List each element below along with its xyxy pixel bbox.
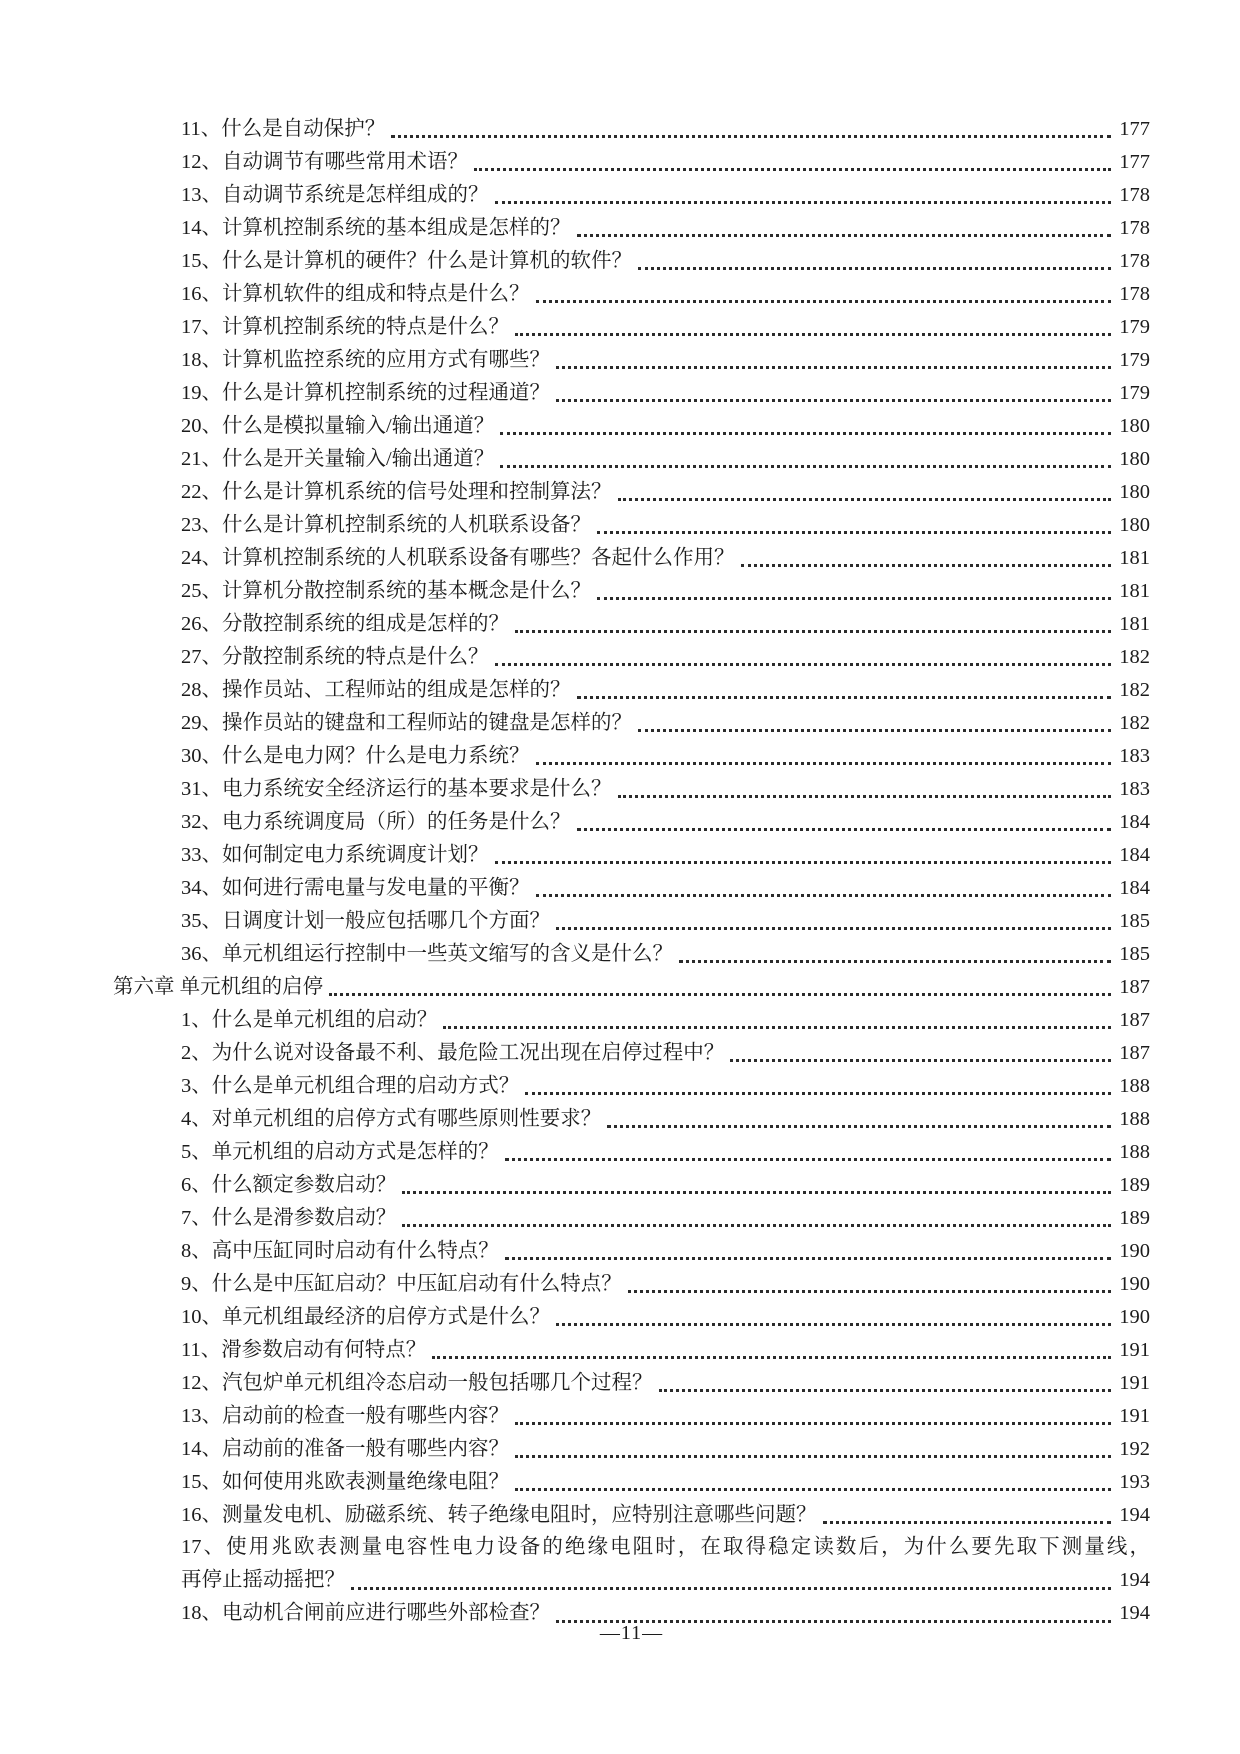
toc-entry-label: 26、分散控制系统的组成是怎样的？ <box>181 612 509 635</box>
dot-leader <box>577 234 1112 237</box>
dot-leader <box>823 1521 1112 1524</box>
toc-entry-label: 10、单元机组最经济的启停方式是什么？ <box>181 1305 550 1328</box>
toc-entry[interactable] <box>113 739 1150 772</box>
toc-entry-page: 183 <box>1119 777 1150 800</box>
toc-entry-label: 20、什么是模拟量输入/输出通道？ <box>181 414 495 437</box>
dot-leader <box>495 861 1112 864</box>
toc-entry-label: 9、什么是中压缸启动？中压缸启动有什么特点？ <box>181 1272 622 1295</box>
toc-entry-label: 18、电动机合闸前应进行哪些外部检查？ <box>181 1602 550 1624</box>
toc-entry-page: 190 <box>1119 1239 1150 1262</box>
toc-entry-label: 7、什么是滑参数启动？ <box>181 1206 397 1229</box>
dot-leader <box>638 729 1111 732</box>
dot-leader <box>536 300 1112 303</box>
toc-entry-label-continuation: 再停止摇动摇把？ <box>181 1569 345 1591</box>
toc-entry-label: 32、电力系统调度局（所）的任务是什么？ <box>181 810 571 833</box>
dot-leader <box>515 1422 1111 1425</box>
toc-entry[interactable] <box>113 673 1150 706</box>
toc-entry-label: 12、自动调节有哪些常用术语？ <box>181 150 468 173</box>
toc-entry-label: 16、计算机软件的组成和特点是什么？ <box>181 282 530 305</box>
toc-entry-page: 182 <box>1119 678 1150 701</box>
toc-entry-page: 181 <box>1119 612 1150 635</box>
toc-entry[interactable] <box>113 1135 1150 1168</box>
toc-entry[interactable] <box>113 1003 1150 1036</box>
toc-entry-label: 17、使用兆欧表测量电容性电力设备的绝缘电阻时，在取得稳定读数后，为什么要先取下测量线， <box>181 1536 1150 1558</box>
toc-entry[interactable] <box>113 1399 1150 1432</box>
toc-entry-label: 4、对单元机组的启停方式有哪些原则性要求？ <box>181 1107 602 1130</box>
toc-entry[interactable] <box>113 1465 1150 1498</box>
toc-entry-page: 182 <box>1119 711 1150 734</box>
toc-entry-page: 187 <box>1119 1041 1150 1064</box>
toc-entry[interactable] <box>113 1168 1150 1201</box>
dot-leader <box>402 1191 1111 1194</box>
dot-leader <box>495 201 1112 204</box>
toc-entry[interactable] <box>113 475 1150 508</box>
toc-entry-label: 11、什么是自动保护？ <box>181 117 386 140</box>
dot-leader <box>515 1488 1111 1491</box>
toc-entry-label: 22、什么是计算机系统的信号处理和控制算法？ <box>181 480 612 503</box>
dot-leader <box>597 597 1111 600</box>
toc-entry-label: 15、什么是计算机的硬件？什么是计算机的软件？ <box>181 249 632 272</box>
dot-leader <box>505 1257 1111 1260</box>
dot-leader <box>443 1026 1111 1029</box>
toc-entry[interactable] <box>113 310 1150 343</box>
toc-entry-label: 2、为什么说对设备最不利、最危险工况出现在启停过程中？ <box>181 1041 725 1064</box>
dot-leader <box>536 762 1112 765</box>
toc-entry-page: 189 <box>1119 1173 1150 1196</box>
toc-entry-label: 28、操作员站、工程师站的组成是怎样的？ <box>181 678 571 701</box>
toc-entry[interactable] <box>113 1201 1150 1234</box>
toc-entry-label: 13、启动前的检查一般有哪些内容？ <box>181 1404 509 1427</box>
toc-entry-label: 16、测量发电机、励磁系统、转子绝缘电阻时，应特别注意哪些问题？ <box>181 1503 817 1526</box>
toc-entry[interactable] <box>113 1498 1150 1531</box>
toc-entry[interactable] <box>113 244 1150 277</box>
toc-entry[interactable] <box>113 1069 1150 1102</box>
toc-entry-page: 185 <box>1119 909 1150 932</box>
toc-entry-label: 21、什么是开关量输入/输出通道？ <box>181 447 495 470</box>
toc-entry-label: 13、自动调节系统是怎样组成的？ <box>181 183 489 206</box>
dot-leader <box>577 696 1112 699</box>
toc-entry-page: 180 <box>1119 480 1150 503</box>
toc-entry[interactable] <box>113 871 1150 904</box>
toc-entry[interactable] <box>113 541 1150 574</box>
toc-entry[interactable] <box>113 1333 1150 1366</box>
toc-entry-label: 14、计算机控制系统的基本组成是怎样的？ <box>181 216 571 239</box>
toc-entry[interactable] <box>113 343 1150 376</box>
toc-entry-page: 178 <box>1119 216 1150 239</box>
toc-entry-label: 11、滑参数启动有何特点？ <box>181 1338 427 1361</box>
toc-entry-page: 180 <box>1119 447 1150 470</box>
toc-entry-label: 6、什么额定参数启动？ <box>181 1173 397 1196</box>
dot-leader <box>515 1455 1111 1458</box>
toc-entry-page: 189 <box>1119 1206 1150 1229</box>
dot-leader <box>536 894 1112 897</box>
toc-entry-page: 194 <box>1119 1503 1150 1526</box>
toc-entry[interactable] <box>113 1366 1150 1399</box>
toc-entry[interactable] <box>113 904 1150 937</box>
toc-entry-label: 14、启动前的准备一般有哪些内容？ <box>181 1437 509 1460</box>
toc-entry-label: 29、操作员站的键盘和工程师站的键盘是怎样的？ <box>181 711 632 734</box>
toc-entry-label: 34、如何进行需电量与发电量的平衡？ <box>181 876 530 899</box>
toc-entry-label: 24、计算机控制系统的人机联系设备有哪些？各起什么作用？ <box>181 546 735 569</box>
dot-leader <box>730 1059 1111 1062</box>
page-number-footer: —11— <box>599 1622 664 1644</box>
toc-entry-label: 23、什么是计算机控制系统的人机联系设备？ <box>181 513 591 536</box>
dot-leader <box>402 1224 1111 1227</box>
toc-entry-page: 188 <box>1119 1074 1150 1097</box>
toc-entry-label: 8、高中压缸同时启动有什么特点？ <box>181 1239 499 1262</box>
toc-entry[interactable] <box>113 178 1150 211</box>
toc-entry-page: 194 <box>1119 1569 1150 1591</box>
toc-entry[interactable] <box>113 1432 1150 1465</box>
toc-entry-label: 19、什么是计算机控制系统的过程通道？ <box>181 381 550 404</box>
toc-entry-label: 17、计算机控制系统的特点是什么？ <box>181 315 509 338</box>
toc-entry-page: 188 <box>1119 1140 1150 1163</box>
toc-entry-page: 190 <box>1119 1272 1150 1295</box>
toc-entry[interactable] <box>113 607 1150 640</box>
toc-entry-page: 179 <box>1119 315 1150 338</box>
toc-entry-page: 180 <box>1119 513 1150 536</box>
dot-leader <box>628 1290 1111 1293</box>
toc-entry-label: 第六章 单元机组的启停 <box>113 975 324 998</box>
toc-entry-page: 185 <box>1119 942 1150 965</box>
dot-leader <box>329 993 1111 996</box>
toc-entry-page: 187 <box>1119 1008 1150 1031</box>
dot-leader <box>577 828 1112 831</box>
toc-entry[interactable] <box>113 508 1150 541</box>
dot-leader <box>351 1587 1111 1590</box>
toc-chapter-entry[interactable] <box>113 970 1150 1003</box>
dot-leader <box>679 960 1111 963</box>
toc-entry-page: 178 <box>1119 183 1150 206</box>
toc-entry-page: 177 <box>1119 150 1150 173</box>
toc-entry[interactable] <box>113 442 1150 475</box>
toc-entry[interactable] <box>113 1102 1150 1135</box>
toc-entry[interactable] <box>113 211 1150 244</box>
toc-entry-label: 30、什么是电力网？什么是电力系统？ <box>181 744 530 767</box>
toc-entry[interactable] <box>113 1267 1150 1300</box>
toc-entry-page: 184 <box>1119 876 1150 899</box>
dot-leader <box>659 1389 1112 1392</box>
toc-entry[interactable] <box>113 1300 1150 1333</box>
dot-leader <box>556 399 1111 402</box>
toc-entry[interactable] <box>113 574 1150 607</box>
toc-entry-label: 33、如何制定电力系统调度计划？ <box>181 843 489 866</box>
dot-leader <box>525 1092 1111 1095</box>
toc-entry[interactable] <box>113 112 1150 145</box>
dot-leader <box>607 1125 1111 1128</box>
toc-entry-label: 1、什么是单元机组的启动？ <box>181 1008 438 1031</box>
dot-leader <box>618 795 1112 798</box>
toc-entry-page: 192 <box>1119 1437 1150 1460</box>
toc-entry[interactable] <box>113 772 1150 805</box>
toc-entry[interactable] <box>113 838 1150 871</box>
toc-entry-label: 25、计算机分散控制系统的基本概念是什么？ <box>181 579 591 602</box>
toc-entry-page: 179 <box>1119 348 1150 371</box>
toc-entry-page: 181 <box>1119 546 1150 569</box>
toc-entry-page: 180 <box>1119 414 1150 437</box>
toc-entry-page: 191 <box>1119 1371 1150 1394</box>
toc-entry-label: 3、什么是单元机组合理的启动方式？ <box>181 1074 520 1097</box>
dot-leader <box>500 432 1111 435</box>
dot-leader <box>597 531 1111 534</box>
dot-leader <box>638 267 1111 270</box>
toc-entry-label: 27、分散控制系统的特点是什么？ <box>181 645 489 668</box>
toc-entry-label: 35、日调度计划一般应包括哪几个方面？ <box>181 909 550 932</box>
dot-leader <box>556 927 1111 930</box>
toc-entry-page: 179 <box>1119 381 1150 404</box>
toc-entry-page: 184 <box>1119 810 1150 833</box>
toc-entry-page: 178 <box>1119 282 1150 305</box>
toc-entry[interactable] <box>113 1036 1150 1069</box>
toc-entry-page: 178 <box>1119 249 1150 272</box>
toc-entry-page: 184 <box>1119 843 1150 866</box>
toc-entry-page: 191 <box>1119 1338 1150 1361</box>
toc-entry[interactable] <box>113 1234 1150 1267</box>
dot-leader <box>505 1158 1111 1161</box>
toc-entry-page: 194 <box>1119 1602 1150 1624</box>
dot-leader <box>556 366 1111 369</box>
dot-leader <box>618 498 1112 501</box>
toc-entry[interactable] <box>113 937 1150 970</box>
toc-entry[interactable] <box>113 805 1150 838</box>
toc-entry-label: 36、单元机组运行控制中一些英文缩写的含义是什么？ <box>181 942 673 965</box>
toc-entry-page: 177 <box>1119 117 1150 140</box>
toc-entry[interactable] <box>113 145 1150 178</box>
toc-entry-label: 15、如何使用兆欧表测量绝缘电阻？ <box>181 1470 509 1493</box>
dot-leader <box>432 1356 1111 1359</box>
dot-leader <box>495 663 1112 666</box>
dot-leader <box>474 168 1111 171</box>
toc-entry-label: 5、单元机组的启动方式是怎样的？ <box>181 1140 499 1163</box>
toc-entry-page: 188 <box>1119 1107 1150 1130</box>
dot-leader <box>556 1323 1111 1326</box>
toc-entry-page: 182 <box>1119 645 1150 668</box>
toc-entry-label: 31、电力系统安全经济运行的基本要求是什么？ <box>181 777 612 800</box>
dot-leader <box>500 465 1111 468</box>
toc-entry-page: 181 <box>1119 579 1150 602</box>
toc-entry[interactable] <box>113 409 1150 442</box>
toc-entry-page: 183 <box>1119 744 1150 767</box>
dot-leader <box>515 630 1111 633</box>
dot-leader <box>741 564 1112 567</box>
toc-entry[interactable] <box>113 1531 1150 1597</box>
toc-entry-page: 187 <box>1119 975 1150 998</box>
toc-entry-label: 18、计算机监控系统的应用方式有哪些？ <box>181 348 550 371</box>
dot-leader <box>515 333 1111 336</box>
toc-entry-page: 193 <box>1119 1470 1150 1493</box>
toc-entry-page: 190 <box>1119 1305 1150 1328</box>
toc-entry[interactable] <box>113 640 1150 673</box>
toc-entry[interactable] <box>113 277 1150 310</box>
toc-entry[interactable] <box>113 706 1150 739</box>
toc-entry[interactable] <box>113 376 1150 409</box>
toc-entry-label: 12、汽包炉单元机组冷态启动一般包括哪几个过程？ <box>181 1371 653 1394</box>
toc-entry-page: 191 <box>1119 1404 1150 1427</box>
dot-leader <box>391 135 1111 138</box>
